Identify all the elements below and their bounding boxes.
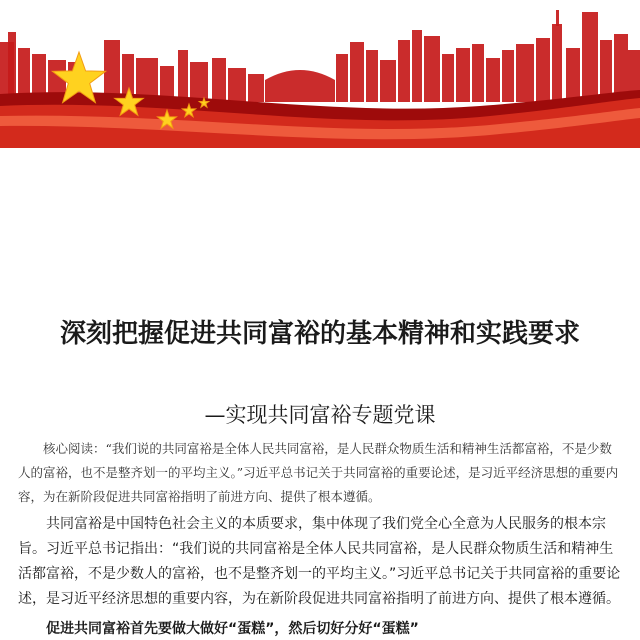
body-paragraph: 共同富裕是中国特色社会主义的本质要求，集中体现了我们党全心全意为人民服务的根本宗旨。习近平总书记指出：“我们说的共同富裕是全体人民共同富裕，是人民群众物质生活和精神生活都富裕，不是少数人的富裕，也不是整齐划一的平均主义。”习近平总书记关于共同富裕的重要论述，是习近平经济思想的重要内容，为在新阶段促进共同富裕指明了前进方向、提供了根本遵循。 bbox=[18, 516, 621, 607]
document-body bbox=[18, 437, 622, 640]
document-title: 深刻把握促进共同富裕的基本精神和实践要求 bbox=[59, 319, 580, 349]
header-banner bbox=[0, 0, 640, 148]
section-heading: 促进共同富裕首先要做大做好“蛋糕”，然后切好分好“蛋糕” bbox=[46, 621, 419, 637]
document-subtitle: —实现共同富裕专题党课 bbox=[204, 403, 436, 427]
banner-illustration bbox=[0, 0, 640, 148]
core-reading-paragraph: 核心阅读：“我们说的共同富裕是全体人民共同富裕，是人民群众物质生活和精神生活都富裕，不是少数人的富裕，也不是整齐划一的平均主义。”习近平总书记关于共同富裕的重要论述，是习近平经济思想的重要内容，为在新阶段促进共同富裕指明了前进方向、提供了根本遵循。 bbox=[18, 441, 619, 504]
